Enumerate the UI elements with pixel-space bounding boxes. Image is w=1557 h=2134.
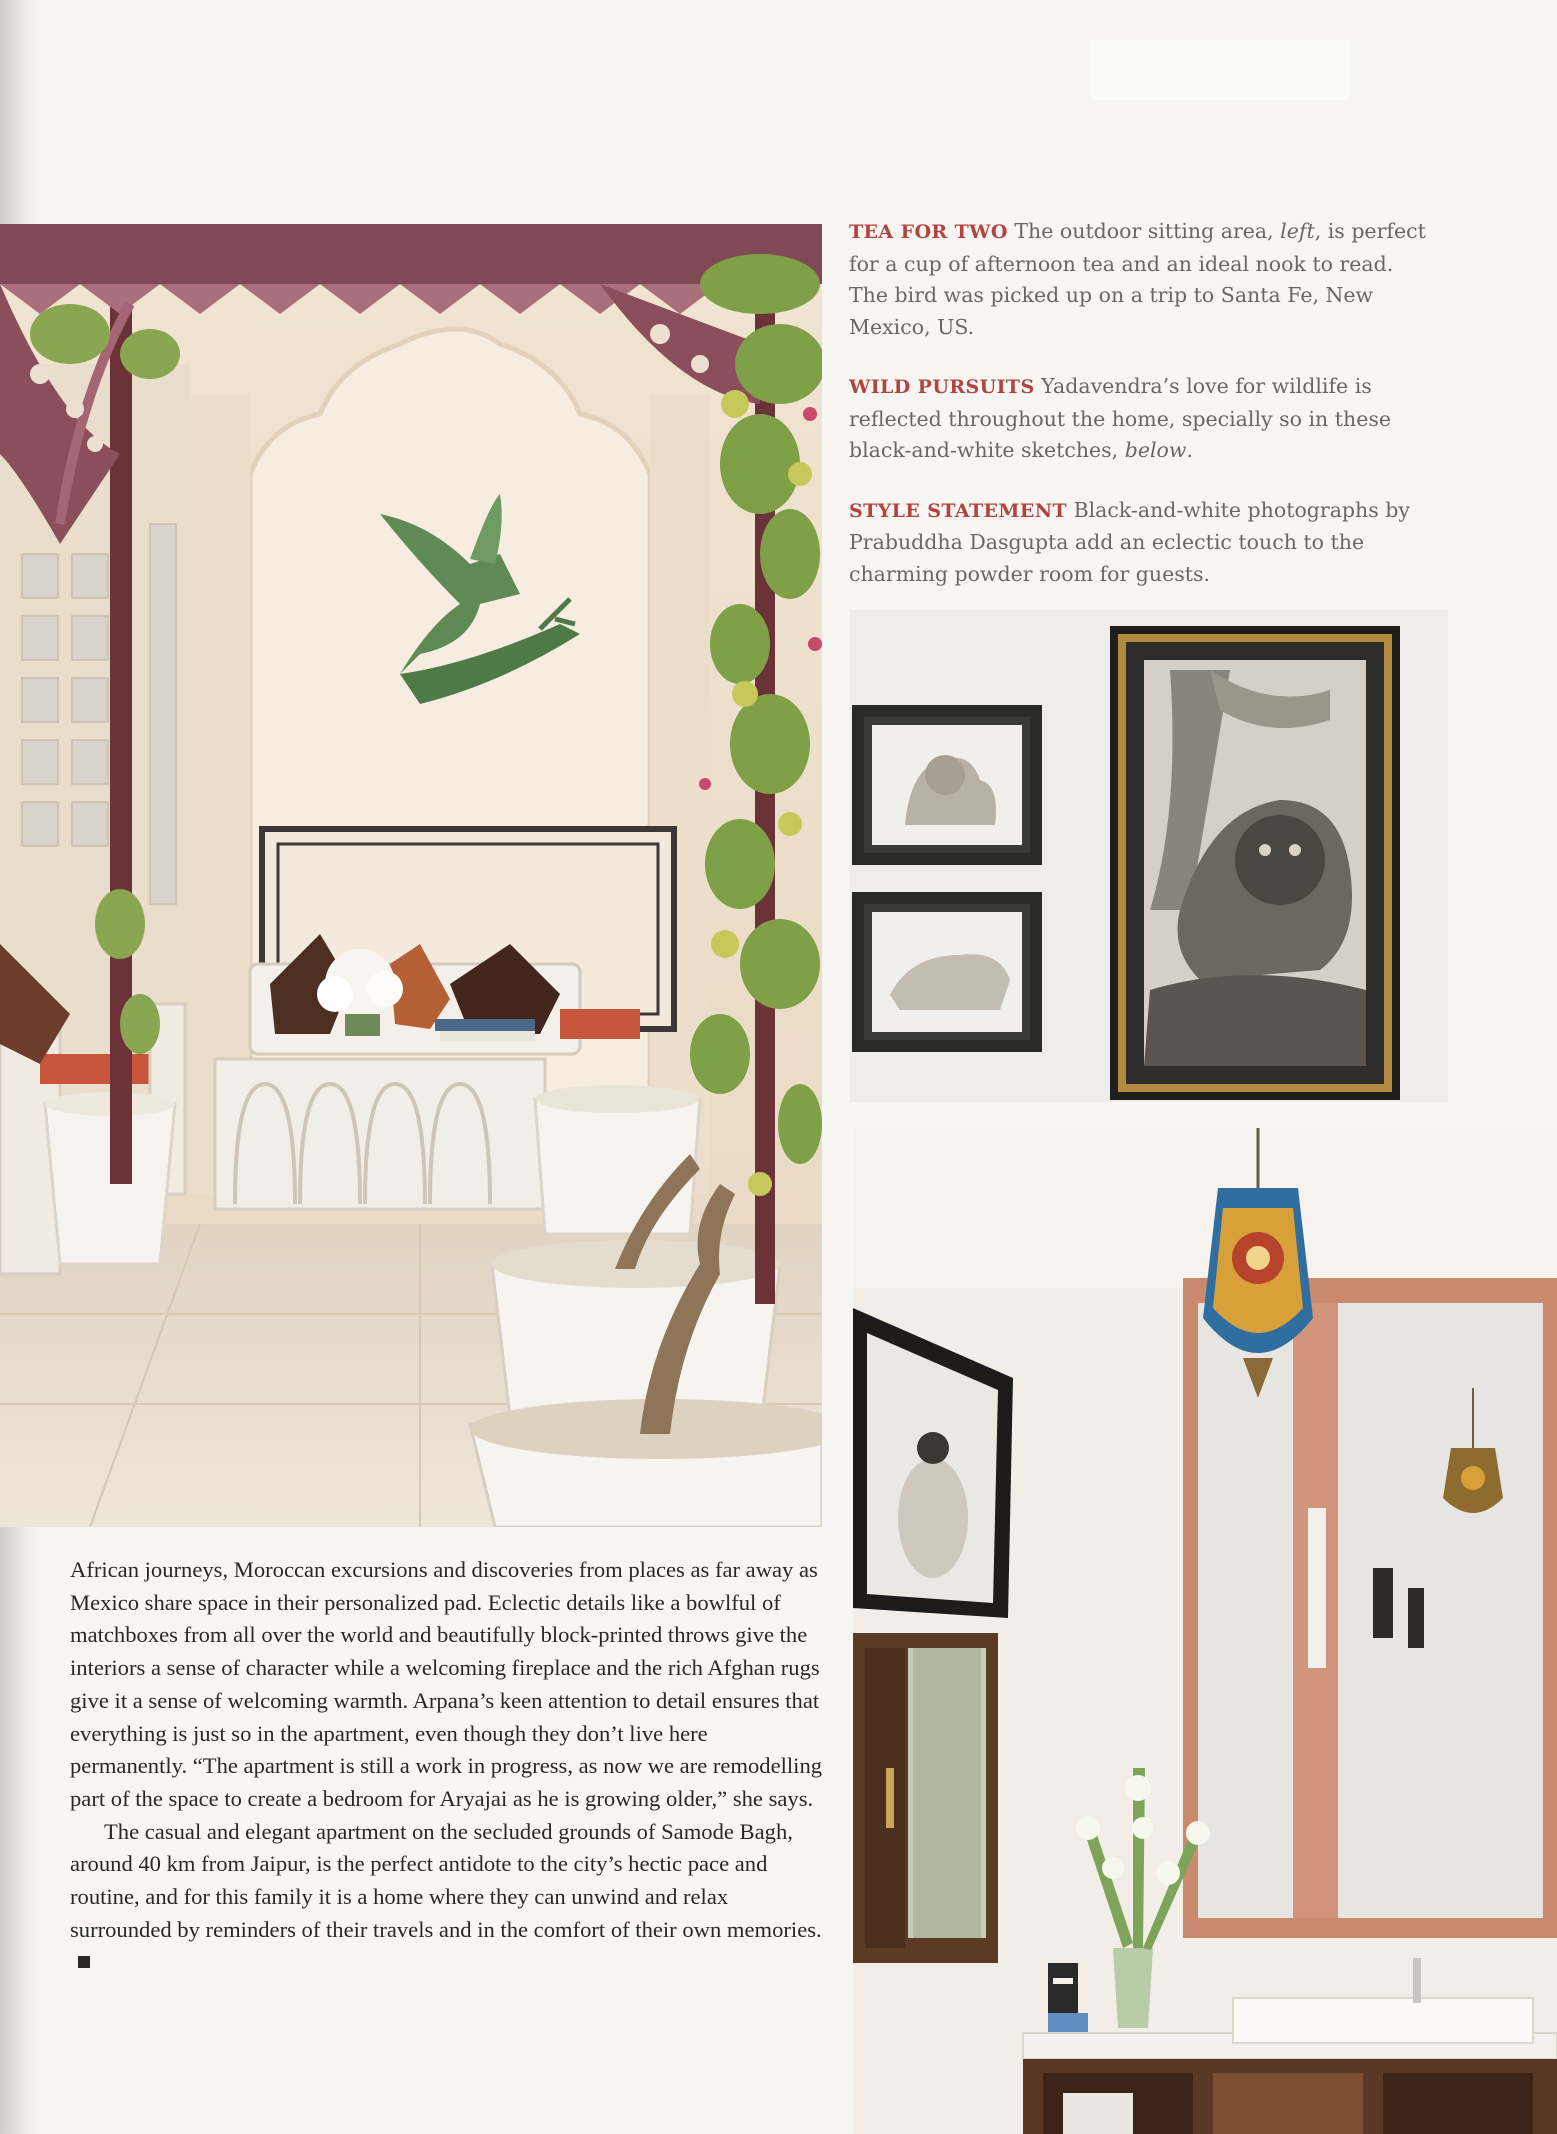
caption-text: Black-and-white photographs by Prabuddha Dasgupta add an eclectic touch to the charming powder room for guests. [849,497,1411,586]
caption-heading: STYLE STATEMENT [849,499,1068,522]
article-body [70,1554,830,1979]
photo-powder-room [853,1128,1557,2134]
caption-italic: below [1124,438,1187,462]
body-paragraph-text: The casual and elegant apartment on the secluded grounds of Samode Bagh, around 40 km from Jaipur, is the perfect antidote to the city’s hectic pace and routine, and for this family it is a home where they can unwind and relax surrounded by reminders of their travels and in the comfort of their own memories. [70,1818,822,1942]
caption-text: The outdoor sitting area, [1007,219,1281,243]
caption-text: , is perfect for a cup of afternoon tea and an ideal nook to read. The bird was picked up on a trip to Santa Fe, New Mexico, US. [849,219,1426,339]
wooden-window [853,1633,998,1963]
caption-text: Yadavendra’s love for wildlife is reflected throughout the home, specially so in these black-and-white sketches, [849,374,1391,462]
caption-wild-pursuits [849,371,1429,467]
end-of-article-mark [78,1956,90,1968]
caption-heading: TEA FOR TWO [849,221,1008,243]
caption-text: . [1186,438,1193,462]
caption-heading: WILD PURSUITS [849,376,1035,398]
faded-header-area [1090,40,1350,100]
caption-style-statement [849,495,1429,591]
photo-captions [849,216,1429,618]
framed-lioness-sketch [852,892,1042,1052]
framed-lion-sketch [852,705,1042,865]
framed-tiger-sketch [1110,626,1400,1100]
body-paragraph: African journeys, Moroccan excursions and discoveries from places as far away as Mexico share space in their personalized pad. Eclectic details like a bowlful of matchboxes from all over the world and beautifully block-printed throws give the interiors a sense of character while a welcoming fireplace and the rich Afghan rugs give it a sense of welcoming warmth. Arpana’s keen attention to detail ensures that everything is just so in the apartment, even though they don’t live here permanently. “The apartment is still a work in progress, as now we are remodelling part of the space to create a bedroom for Aryajai as he is growing older,” she says. [70,1557,823,1811]
body-paragraph [70,1816,830,1980]
caption-italic: left [1280,219,1315,243]
photo-wildlife-sketches [850,610,1448,1102]
caption-tea-for-two [849,216,1429,343]
photo-outdoor-sitting-area [0,224,822,1527]
